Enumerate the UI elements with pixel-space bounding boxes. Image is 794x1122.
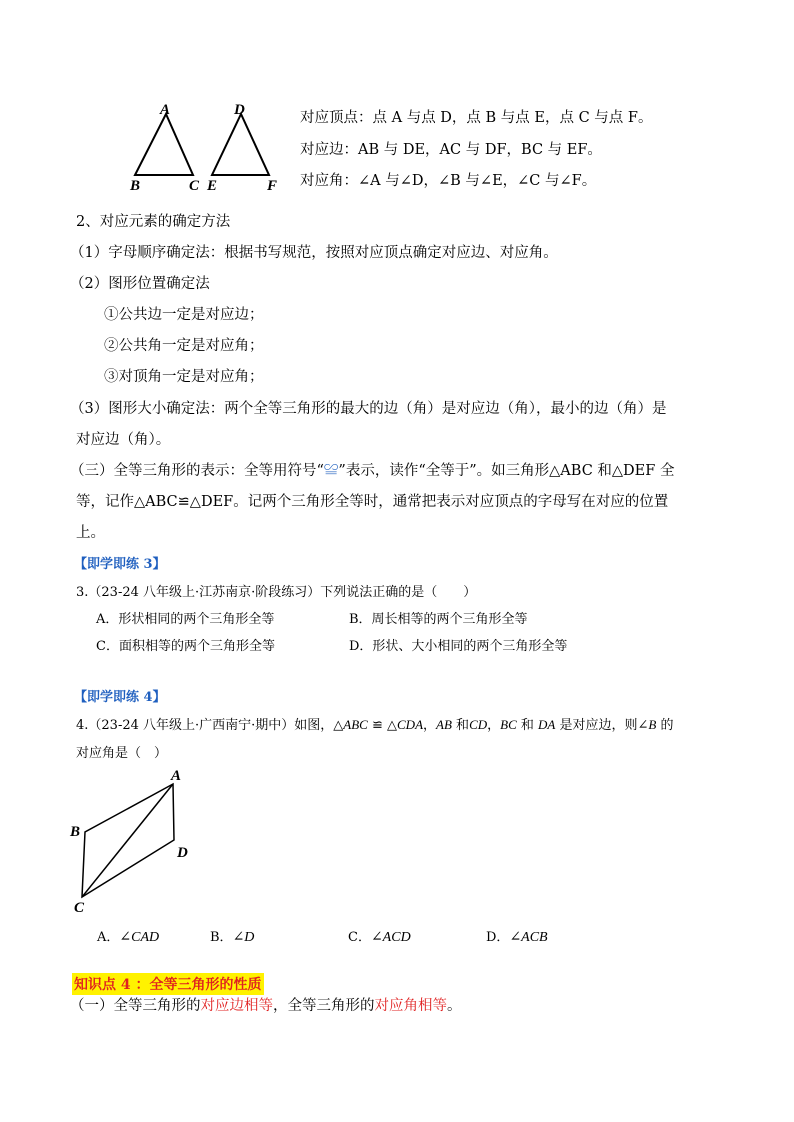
triangles-figure	[125, 96, 295, 196]
opt-a-value: ∠CAD	[119, 930, 160, 945]
opt-a-letter: A．	[97, 930, 120, 945]
property-text-a: （一）全等三角形的	[70, 998, 201, 1014]
corresponding-sides: 对应边：AB 与 DE，AC 与 DF，BC 与 EF。	[300, 142, 602, 158]
label-c: C	[189, 178, 200, 194]
q4-ab: AB	[436, 717, 452, 732]
method-2a: ①公共边一定是对应边；	[104, 307, 264, 323]
q4-tri1: △ABC	[333, 717, 368, 732]
method-2: （2）图形位置确定法	[70, 276, 210, 292]
notation-text-b: ”表示，读作“全等于”。如三角形△ABC 和△DEF 全	[338, 463, 675, 479]
practice-4-question-line1	[76, 714, 674, 733]
label-a: A	[160, 102, 171, 118]
practice-3-tag: 【即学即练 3】	[74, 557, 166, 572]
practice-4-question-line2: 对应角是（ ）	[76, 746, 168, 761]
q4-and2: 和	[516, 718, 539, 733]
label-a: A	[171, 768, 182, 784]
diagonal-ac	[82, 784, 173, 897]
q4-bc: BC	[500, 717, 517, 732]
property-text-b: ，全等三角形的	[273, 998, 375, 1014]
method-1: （1）字母顺序确定法：根据书写规范，按照对应顶点确定对应边、对应角。	[70, 245, 558, 261]
corresponding-angles: 对应角：∠A 与∠D，∠B 与∠E，∠C 与∠F。	[300, 173, 597, 189]
method-2b: ②公共角一定是对应角；	[104, 338, 264, 354]
q4-da: DA	[538, 717, 556, 732]
practice-4-option-d[interactable]	[486, 926, 548, 946]
label-d: D	[234, 102, 245, 118]
q4-text-e: 的	[656, 718, 674, 733]
label-b: B	[70, 824, 81, 840]
notation-text-a: （三）全等三角形的表示：全等用符号“	[70, 463, 324, 479]
practice-3-option-a[interactable]: A．形状相同的两个三角形全等	[96, 612, 275, 627]
q4-and1: 和	[451, 718, 470, 733]
opt-b-value: ∠D	[232, 930, 255, 945]
property-text-c: 。	[447, 998, 462, 1014]
q4-text-a: 4.（23-24 八年级上·广西南宁·期中）如图，	[76, 718, 334, 733]
congruence-symbol: ≌	[323, 463, 339, 479]
method-3-line2: 对应边（角）。	[76, 432, 171, 448]
opt-b-letter: B．	[210, 930, 233, 945]
notation-line1	[70, 459, 674, 480]
notation-line2: 等，记作△ABC≌△DEF。记两个三角形全等时，通常把表示对应顶点的字母写在对应的位置	[76, 494, 669, 510]
q4-angle-b: ∠B	[637, 717, 657, 732]
opt-c-value: ∠ACD	[370, 930, 411, 945]
label-b: B	[130, 178, 141, 194]
property-red-angles: 对应角相等	[374, 998, 447, 1014]
practice-3-question: 3.（23-24 八年级上·江苏南京·阶段练习）下列说法正确的是（ ）	[76, 585, 477, 600]
opt-d-letter: D．	[486, 930, 510, 945]
opt-d-value: ∠ACB	[509, 930, 548, 945]
label-f: F	[267, 178, 278, 194]
q4-tri2: △CDA	[387, 717, 424, 732]
practice-4-tag: 【即学即练 4】	[74, 690, 166, 705]
parallelogram-figure	[66, 764, 206, 918]
practice-4-option-b[interactable]	[210, 926, 254, 946]
q4-cong: ≌	[367, 718, 388, 733]
corresponding-vertices: 对应顶点：点 A 与点 D，点 B 与点 E，点 C 与点 F。	[300, 110, 653, 126]
practice-4-option-a[interactable]	[97, 926, 159, 946]
q4-text-d: 是对应边，则	[555, 718, 638, 733]
notation-line3: 上。	[76, 525, 105, 541]
practice-3-option-b[interactable]: B．周长相等的两个三角形全等	[349, 612, 528, 627]
property-red-sides: 对应边相等	[200, 998, 273, 1014]
q4-text-b: ，	[423, 718, 437, 733]
methods-heading: 2、对应元素的确定方法	[76, 214, 231, 230]
q4-text-c: ，	[487, 718, 501, 733]
knowledge-point-4-property	[70, 994, 462, 1015]
opt-c-letter: C．	[348, 930, 371, 945]
triangle-def	[212, 114, 269, 175]
practice-3-option-c[interactable]: C．面积相等的两个三角形全等	[96, 639, 275, 654]
q4-cd: CD	[469, 717, 488, 732]
label-d: D	[177, 845, 188, 861]
method-2c: ③对顶角一定是对应角；	[104, 369, 264, 385]
label-c: C	[74, 900, 85, 916]
practice-4-option-c[interactable]	[348, 926, 411, 946]
practice-3-option-d[interactable]: D．形状、大小相同的两个三角形全等	[349, 639, 568, 654]
label-e: E	[207, 178, 218, 194]
knowledge-point-4-title: 知识点 4 ：全等三角形的性质	[72, 973, 264, 995]
method-3-line1: （3）图形大小确定法：两个全等三角形的最大的边（角）是对应边（角），最小的边（角）是	[70, 401, 667, 417]
triangle-abc	[135, 114, 193, 175]
